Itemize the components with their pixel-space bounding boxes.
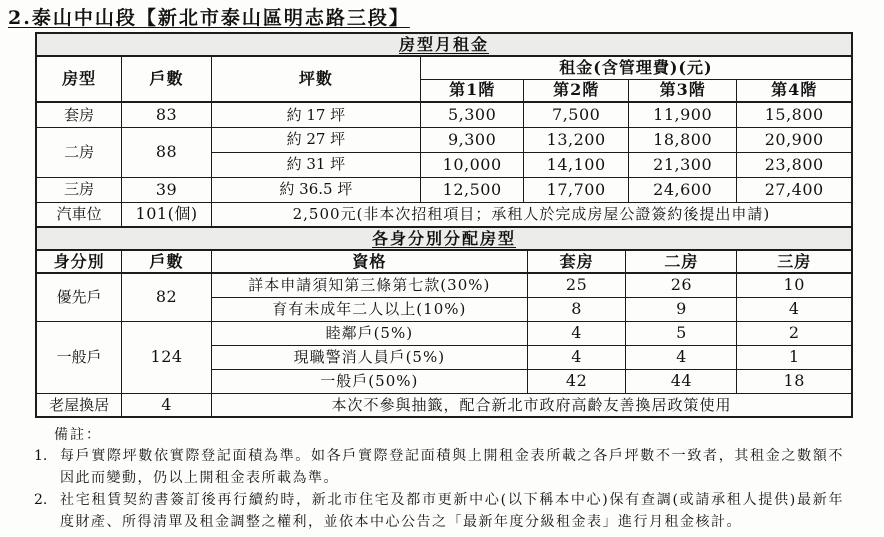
cell-rent-tier-1: 10,000 xyxy=(420,152,524,177)
cell-rent-tier-2: 7,500 xyxy=(524,102,628,127)
cell-qualification: 一般戶(50%) xyxy=(211,369,527,393)
cell-rent-tier-2: 13,200 xyxy=(524,127,628,152)
notes-section xyxy=(34,425,864,533)
cell-alloc-three-room: 1 xyxy=(737,345,852,369)
cell-alloc-two-room: 5 xyxy=(626,321,737,345)
col-header-studio: 套房 xyxy=(527,250,626,273)
cell-unit-count: 82 xyxy=(122,273,212,321)
note-text: 每戶實際坪數依實際登記面積為準。如各戶實際登記面積與上開租金表所載之各戶坪數不一致者，其租金之數額不因此而變動，仍以上開租金表所載為準。 xyxy=(60,448,844,486)
rent-table-band-cell xyxy=(36,33,852,56)
cell-rent-tier-3: 11,900 xyxy=(628,102,737,127)
note-item-2 xyxy=(34,489,864,533)
allocation-table-band-cell xyxy=(36,227,852,250)
cell-rent-tier-4: 20,900 xyxy=(737,127,852,152)
col-header-unit-count: 戶數 xyxy=(122,250,212,273)
cell-unit-count: 124 xyxy=(122,321,212,393)
cell-rent-tier-3: 24,600 xyxy=(628,177,737,202)
note-text: 社宅租賃契約書簽訂後再行續約時，新北市住宅及都市更新中心(以下稱本中心)保有查調(或請承租人提供)最新年度財產、所得清單及租金調整之權利，並依本中心公告之「最新年度分級租金表」進行月租金核計。 xyxy=(60,492,844,530)
cell-rent-tier-3: 21,300 xyxy=(628,152,737,177)
page-title: 2.泰山中山段【新北市泰山區明志路三段】 xyxy=(8,7,410,29)
alloc-row-priority-a xyxy=(36,273,852,297)
col-header-qualification: 資格 xyxy=(211,250,527,273)
col-header-unit-count: 戶數 xyxy=(122,56,212,102)
cell-alloc-three-room: 18 xyxy=(737,369,852,393)
cell-area: 約 17 坪 xyxy=(211,102,420,127)
cell-room-type: 汽車位 xyxy=(36,202,122,227)
rent-row-three-room xyxy=(36,177,852,202)
col-header-area: 坪數 xyxy=(211,56,420,102)
cell-rent-tier-2: 17,700 xyxy=(524,177,628,202)
cell-identity: 一般戶 xyxy=(36,321,122,393)
col-header-room-type: 房型 xyxy=(36,56,122,102)
cell-alloc-two-room: 9 xyxy=(626,297,737,321)
col-header-rent-group: 租金(含管理費)(元) xyxy=(420,56,852,79)
document-page xyxy=(0,3,884,537)
alloc-row-general-a xyxy=(36,321,852,345)
col-header-three-room: 三房 xyxy=(737,250,852,273)
rent-table-header-row-1 xyxy=(36,56,852,79)
cell-parking-note: 2,500元(非本次招租項目；承租人於完成房屋公證簽約後提出申請) xyxy=(211,202,852,227)
rent-table-title: 房型月租金 xyxy=(398,34,489,54)
cell-area: 約 36.5 坪 xyxy=(211,177,420,202)
allocation-table xyxy=(35,226,853,418)
cell-alloc-three-room: 10 xyxy=(737,273,852,297)
cell-qualification: 詳本申請須知第三條第七款(30%) xyxy=(211,273,527,297)
col-header-identity: 身分別 xyxy=(36,250,122,273)
cell-rent-tier-2: 14,100 xyxy=(524,152,628,177)
col-header-tier-1: 第1階 xyxy=(420,79,524,102)
col-header-tier-4: 第4階 xyxy=(737,79,852,102)
cell-alloc-studio: 8 xyxy=(527,297,626,321)
cell-alloc-studio: 4 xyxy=(527,345,626,369)
col-header-tier-3: 第3階 xyxy=(628,79,737,102)
tables-frame xyxy=(35,32,853,418)
notes-label: 備註： xyxy=(54,427,102,443)
cell-area: 約 31 坪 xyxy=(211,152,420,177)
cell-alloc-two-room: 44 xyxy=(626,369,737,393)
cell-rent-tier-4: 23,800 xyxy=(737,152,852,177)
cell-alloc-studio: 25 xyxy=(527,273,626,297)
col-header-two-room: 二房 xyxy=(626,250,737,273)
cell-rent-tier-3: 18,800 xyxy=(628,127,737,152)
rent-row-parking xyxy=(36,202,852,227)
cell-rent-tier-4: 27,400 xyxy=(737,177,852,202)
cell-rent-tier-4: 15,800 xyxy=(737,102,852,127)
allocation-table-band-row xyxy=(36,227,852,250)
cell-qualification: 現職警消人員戶(5%) xyxy=(211,345,527,369)
allocation-table-header-row xyxy=(36,250,852,273)
cell-room-type: 套房 xyxy=(36,102,122,127)
cell-alloc-three-room: 4 xyxy=(737,297,852,321)
allocation-table-title: 各身分別分配房型 xyxy=(371,228,516,248)
note-item-1 xyxy=(34,445,864,489)
rent-row-studio xyxy=(36,102,852,127)
cell-alloc-studio: 42 xyxy=(527,369,626,393)
cell-alloc-two-room: 4 xyxy=(626,345,737,369)
cell-unit-count: 4 xyxy=(122,393,212,417)
rent-table xyxy=(35,32,853,228)
cell-room-type: 三房 xyxy=(36,177,122,202)
cell-old-house-note: 本次不參與抽籤，配合新北市政府高齡友善換居政策使用 xyxy=(211,393,852,417)
cell-rent-tier-1: 9,300 xyxy=(420,127,524,152)
cell-room-type: 二房 xyxy=(36,127,122,177)
note-number: 2. xyxy=(34,492,48,508)
col-header-tier-2: 第2階 xyxy=(524,79,628,102)
cell-rent-tier-1: 12,500 xyxy=(420,177,524,202)
cell-alloc-two-room: 26 xyxy=(626,273,737,297)
cell-identity: 老屋換居 xyxy=(36,393,122,417)
rent-table-band-row xyxy=(36,33,852,56)
cell-unit-count: 83 xyxy=(122,102,212,127)
cell-area: 約 27 坪 xyxy=(211,127,420,152)
cell-unit-count: 39 xyxy=(122,177,212,202)
note-number: 1. xyxy=(34,448,48,464)
cell-identity: 優先戶 xyxy=(36,273,122,321)
cell-unit-count: 101(個) xyxy=(122,202,212,227)
cell-qualification: 育有未成年二人以上(10%) xyxy=(211,297,527,321)
cell-unit-count: 88 xyxy=(122,127,212,177)
alloc-row-old-house xyxy=(36,393,852,417)
cell-qualification: 睦鄰戶(5%) xyxy=(211,321,527,345)
cell-alloc-studio: 4 xyxy=(527,321,626,345)
rent-row-two-room-a xyxy=(36,127,852,152)
cell-alloc-three-room: 2 xyxy=(737,321,852,345)
cell-rent-tier-1: 5,300 xyxy=(420,102,524,127)
